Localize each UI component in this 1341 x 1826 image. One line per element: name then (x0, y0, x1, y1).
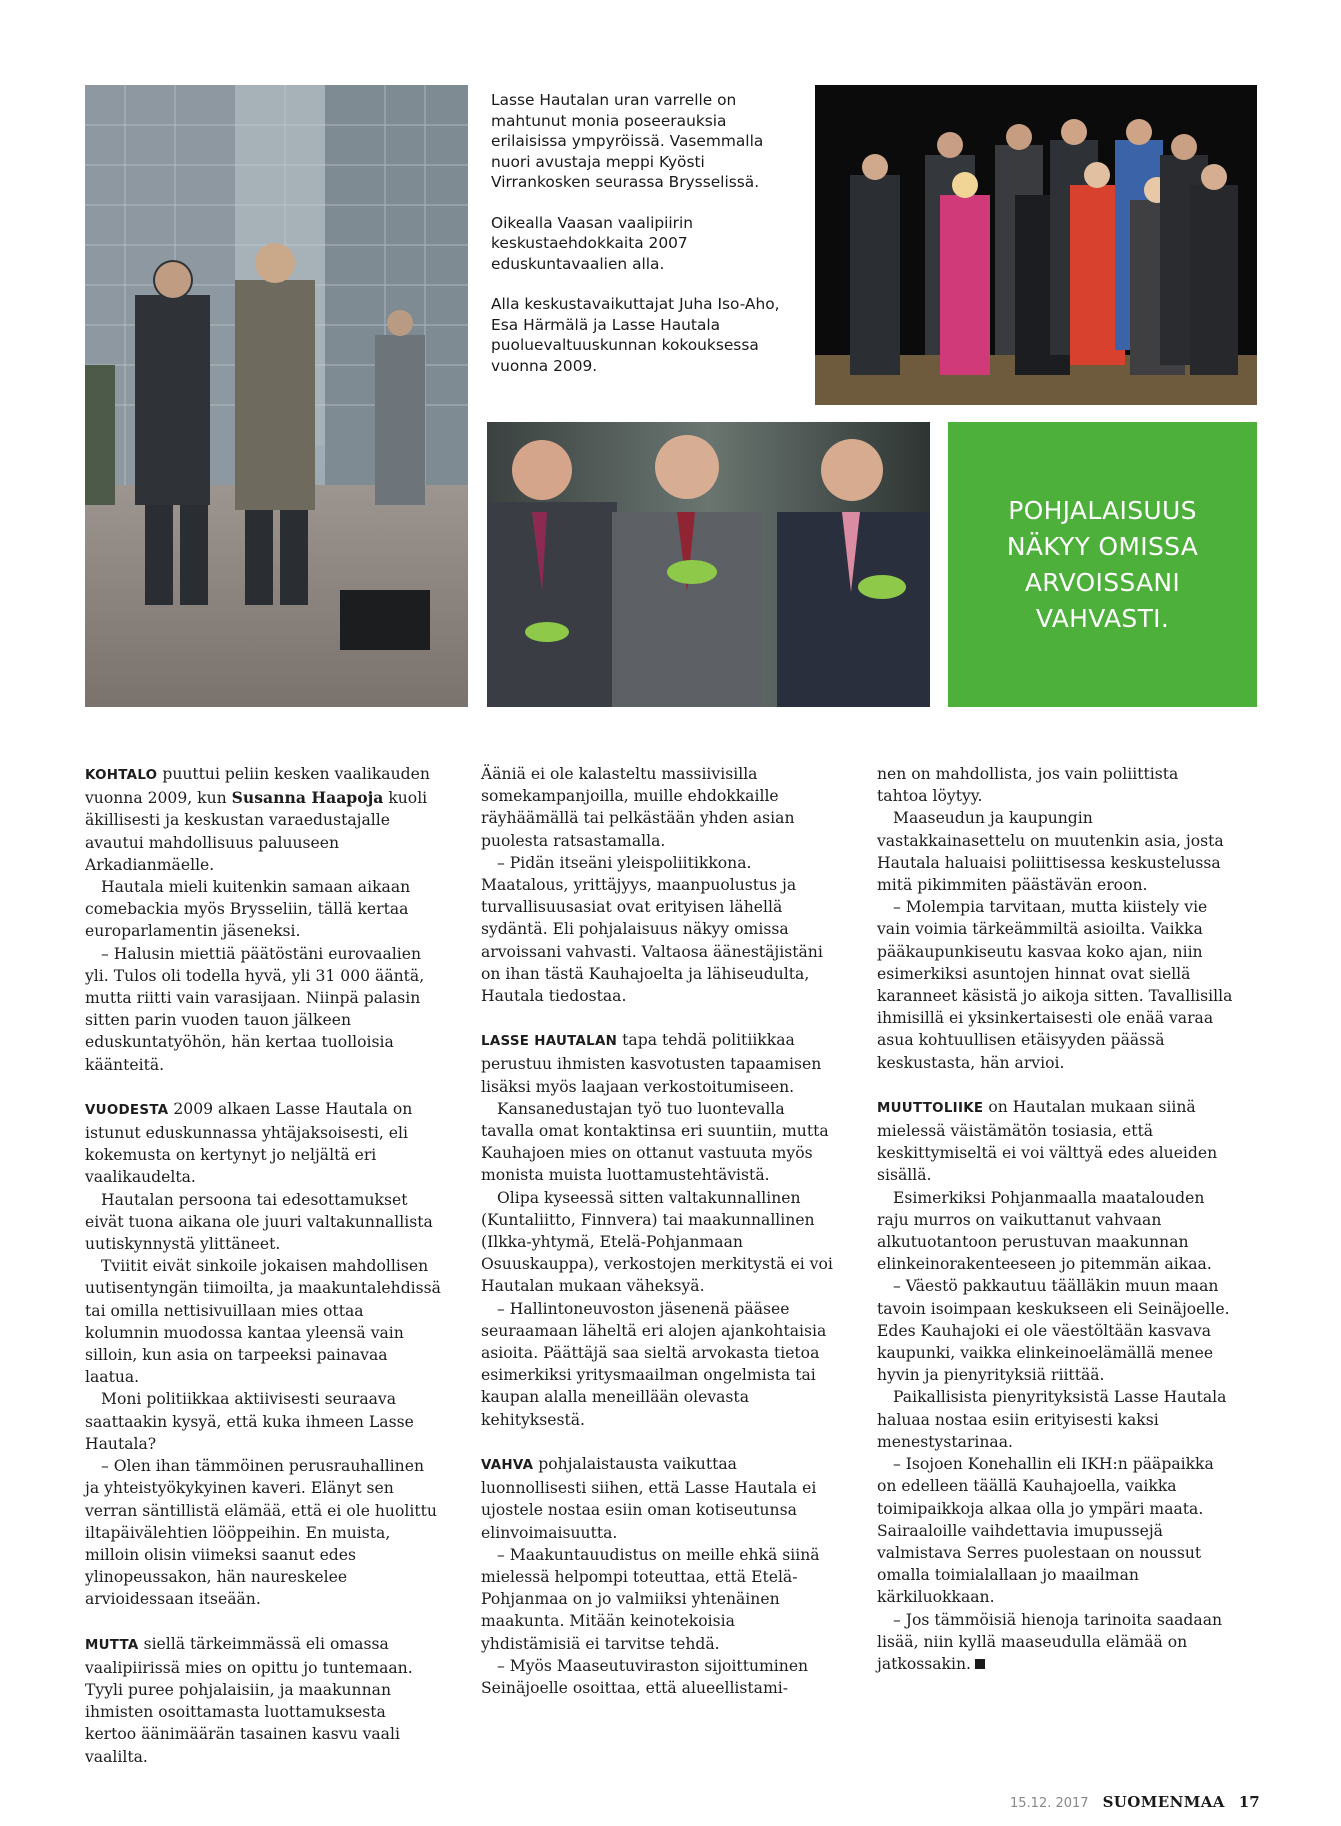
text-run: tapa tehdä politiikkaa perustuu ihmisten kasvotusten tapaamisen lisäksi myös laajaan verkostoitumiseen. (481, 1031, 822, 1096)
article-paragraph: – Olen ihan tämmöinen perusrauhallinen ja yhteistyökykyinen kaveri. Elänyt sen verran säntillistä elämää, että ei ole huolittu iltapäivälehtien lööppeihin. En muista, milloin olisin viimeksi saanut edes ylinopeussakon, hän naureskelee arvioidessaan itseään. (85, 1457, 437, 1609)
article-paragraph: Paikallisista pienyrityksistä Lasse Hautala haluaa nostaa esiin erityisesti kaksi menestystarinaa. (877, 1388, 1227, 1451)
article-paragraph (85, 1633, 441, 1768)
photo-three-men-flowers (487, 422, 930, 707)
text-run: siellä tärkeimmässä eli omassa vaalipiirissä mies on opittu jo tuntemaan. Tyyli puree pohjalaisiin, ja maakunnan ihmisten osoittamasta luottamuksesta kertoo äänimäärän tasainen kasvu vaali vaalilta. (85, 1634, 413, 1766)
photo-caption (491, 90, 791, 396)
article-paragraph: Olipa kyseessä sitten valtakunnallinen (Kuntaliitto, Finnvera) tai maakunnallinen (Ilkka-yhtymä, Etelä-Pohjanmaan Osuuskauppa), verkostojen merkitystä ei voi Hautalan mukaan väheksyä. (481, 1188, 833, 1296)
text-run: – Jos tämmöisiä hienoja tarinoita saadaan lisää, niin kyllä maaseudulla elämää on jatkossakin. (877, 1610, 1223, 1673)
pull-quote-text (1007, 493, 1198, 637)
article-paragraph: nen on mahdollista, jos vain poliittista tahtoa löytyy. (877, 765, 1179, 806)
lead-keyword: MUTTA (85, 1637, 139, 1653)
photo-candidates-group (815, 85, 1257, 405)
issue-date: 15.12. 2017 (1010, 1796, 1089, 1811)
article-paragraph: Maaseudun ja kaupungin vastakkainasettelu on muutenkin asia, josta Hautala haluaisi poliittisessa keskustelussa mitä pikimmiten päästävän eroon. (877, 809, 1224, 895)
article-paragraph: – Isojoen Konehallin eli IKH:n pääpaikka on edelleen täällä Kauhajoella, vaikka toimipaikkoja alkaa olla jo ympäri maata. Sairaaloille vaihdettavia imupussejä valmistava Serres puolestaan on noussut omalla toimialallaan jo maailman kärkiluokkaan. (877, 1455, 1214, 1607)
pull-quote-line: ARVOISSANI (1024, 567, 1181, 597)
article-paragraph (85, 1098, 441, 1189)
caption-paragraph: Alla keskustavaikuttajat Juha Iso-Aho, Esa Härmälä ja Lasse Hautala puoluevaltuuskunnan kokouksessa vuonna 2009. (491, 295, 780, 375)
article-paragraph: Hautala mieli kuitenkin samaan aikaan comebackia myös Brysseliin, tällä kertaa europarlamentin jäseneksi. (85, 878, 411, 941)
pull-quote-line: VAHVASTI. (1035, 603, 1170, 633)
article-paragraph (481, 1453, 837, 1544)
text-run: puuttui peliin kesken vaalikauden vuonna 2009, kun (85, 765, 430, 808)
photo-brussels-street (85, 85, 468, 707)
article-paragraph: Tviitit eivät sinkoile jokaisen mahdollisen uutisentyngän tiimoilta, ja maakuntalehdissä tai omilla nettisivuillaan mies ottaa kolumnin muodossa kantaa yleensä vain silloin, kun asia on tarpeeksi painavaa laatua. (85, 1257, 441, 1387)
article-paragraph (877, 1096, 1233, 1187)
article-paragraph: Esimerkiksi Pohjanmaalla maatalouden raju murros on vaikuttanut vahvaan alkutuotantoon perustuvan maakunnan elinkeinorakenteeseen jo pitemmän aikaa. (877, 1188, 1212, 1274)
article-paragraph: Kansanedustajan työ tuo luontevalla tavalla omat kontaktinsa eri suuntiin, mutta Kauhajoen mies on ottanut vastuuta myös monista muista luottamustehtävistä. (481, 1099, 829, 1185)
lead-keyword: VAHVA (481, 1457, 534, 1473)
page-footer (1010, 1793, 1260, 1811)
article-paragraph (85, 763, 441, 876)
article-paragraph (877, 1609, 1233, 1676)
text-run: kuoli äkillisesti ja keskustan varaedustajalle avautui mahdollisuus paluuseen Arkadianmäelle. (85, 789, 428, 874)
article-column-2 (481, 763, 837, 1699)
article-paragraph: – Väestö pakkautuu täälläkin muun maan tavoin isoimpaan keskukseen eli Seinäjoelle. Edes Kauhajoki ei ole väestöltään kasvava kaupunki, vaikka elinkeinoelämällä menee hyvin ja pienyrityksiä riittää. (877, 1277, 1230, 1385)
article-column-1 (85, 763, 441, 1768)
text-run: pohjalaistausta vaikuttaa luonnollisesti siihen, että Lasse Hautala ei ujostele nostaa esiin oman kotiseutunsa elinvoimaisuutta. (481, 1454, 817, 1542)
article-paragraph: – Hallintoneuvoston jäsenenä pääsee seuraamaan läheltä eri alojen ajankohtaisia asioita. Päättäjä saa sieltä arvokasta tietoa esimerkiksi yritysmaailman ongelmista tai kaupan alalla meneillään olevasta kehityksestä. (481, 1299, 827, 1429)
end-mark-icon (975, 1659, 985, 1669)
lead-keyword: VUODESTA (85, 1102, 169, 1118)
page-number: 17 (1238, 1793, 1260, 1811)
caption-paragraph: Oikealla Vaasan vaalipiirin keskustaehdokkaita 2007 eduskuntavaalien alla. (491, 213, 694, 273)
text-run: 2009 alkaen Lasse Hautala on istunut eduskunnassa yhtäjaksoisesti, eli kokemusta on kertynyt jo neljältä eri vaalikaudelta. (85, 1099, 413, 1187)
article-paragraph: Hautalan persoona tai edesottamukset eivät tuona aikana ole juuri valtakunnallista uutiskynnystä ylittäneet. (85, 1190, 433, 1254)
article-paragraph: – Molempia tarvitaan, mutta kiistely vie vain voimia tärkeämmiltä asioilta. Vaikka pääkaupunkiseutu kasvaa koko ajan, niin esimerkiksi asuntojen hinnat ovat siellä karanneet käsistä jo aikoja sitten. Tavallisilla ihmisillä ei yksinkertaisesti ole enää varaa asua kohtuullisen etäisyyden päässä keskustasta, hän arvioi. (877, 898, 1233, 1072)
person-name: Susanna Haapoja (231, 788, 384, 808)
lead-keyword: LASSE HAUTALAN (481, 1034, 618, 1050)
article-paragraph: – Pidän itseäni yleispoliitikkona. Maatalous, yrittäjyys, maanpuolustus ja turvallisuusasiat ovat erityisen lähellä sydäntä. Eli pohjalaisuus näkyy omissa arvoissani vahvasti. Valtaosa äänestäjistäni on ihan tästä Kauhajoelta ja lähiseudulta, Hautala tiedostaa. (481, 853, 823, 1006)
article-paragraph: – Myös Maaseutuviraston sijoittuminen Seinäjoelle osoittaa, että alueellistami- (481, 1656, 809, 1697)
lead-keyword: MUUTTOLIIKE (877, 1100, 984, 1116)
magazine-name: SUOMENMAA (1102, 1793, 1225, 1811)
pull-quote-line: NÄKYY OMISSA (1006, 531, 1199, 561)
article-paragraph: – Maakuntauudistus on meille ehkä siinä mielessä helpompi toteuttaa, että Etelä-Pohjanmaa on jo valmiiksi yhtenäinen maakunta. Mitään keinotekoisia yhdistämisiä ei tarvitse tehdä. (481, 1545, 820, 1653)
pull-quote-line: POHJALAISUUS (1008, 495, 1197, 525)
article-paragraph: Ääniä ei ole kalasteltu massiivisilla somekampanjoilla, muille ehdokkaille räyhäämällä tai pelkästään yhden asian puolesta ratsastamalla. (481, 765, 795, 850)
pull-quote-box (948, 422, 1257, 707)
article-paragraph: Moni politiikkaa aktiivisesti seuraava saattaakin kysyä, että kuka ihmeen Lasse Hautala? (85, 1390, 414, 1453)
article-paragraph: – Halusin miettiä päätöstäni eurovaalien yli. Tulos oli todella hyvä, yli 31 000 ääntä, mutta riitti vain varasijaan. Niinpä palasin sitten parin vuoden tauon jälkeen eduskuntatyöhön, hän kertaa tuolloisia käänteitä. (85, 944, 425, 1074)
lead-keyword: KOHTALO (85, 768, 158, 783)
text-run: on Hautalan mukaan siinä mielessä väistämätön tosiasia, että keskittymiseltä ei voi välttyä edes alueiden sisällä. (877, 1097, 1218, 1185)
caption-paragraph: Lasse Hautalan uran varrelle on mahtunut monia poseerauksia erilaisissa ympyröissä. Vasemmalla nuori avustaja meppi Kyösti Virrankosken seurassa Brysselissä. (491, 91, 764, 191)
article-column-3 (877, 763, 1233, 1675)
article-paragraph (481, 1029, 837, 1098)
